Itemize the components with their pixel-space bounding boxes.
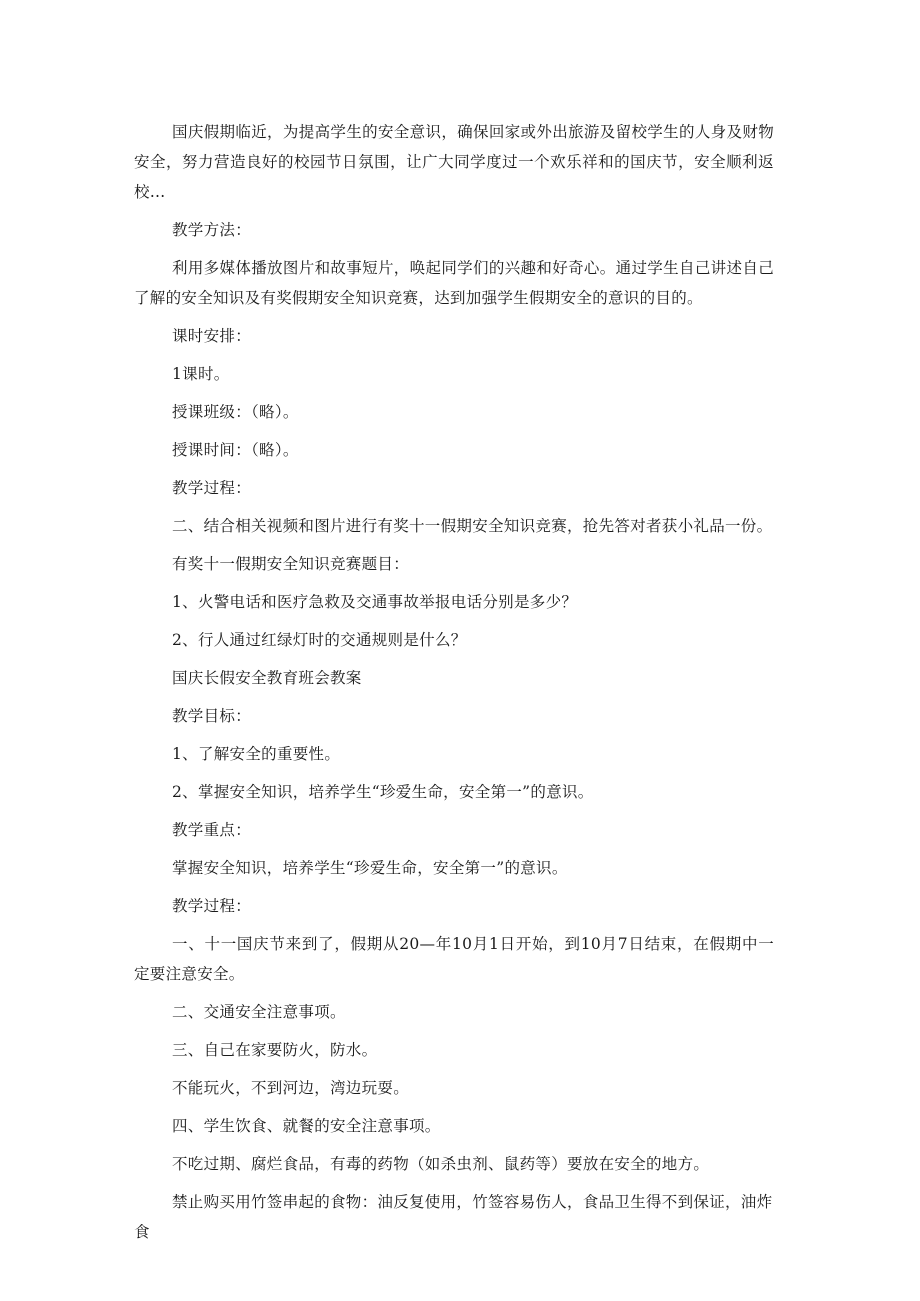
teaching-goal-1: 1、了解安全的重要性。 (172, 745, 341, 763)
teaching-goal-heading: 教学目标： (172, 707, 252, 725)
section-title: 国庆长假安全教育班会教案 (172, 669, 362, 687)
food-safety-item: 四、学生饮食、就餐的安全注意事项。 (172, 1117, 441, 1135)
schedule-heading: 课时安排： (172, 327, 252, 345)
quiz-question-1: 1、火警电话和医疗急救及交通事故举报电话分别是多少？ (172, 593, 578, 611)
skewer-food-warning: 禁止购买用竹签串起的食物：油反复使用，竹签容易伤人，食品卫生得不到保证，油炸食 (134, 1193, 773, 1241)
key-point-text: 掌握安全知识，培养学生“珍爱生命，安全第一”的意识。 (172, 859, 568, 877)
home-safety-detail: 不能玩火，不到河边，湾边玩耍。 (172, 1079, 410, 1097)
traffic-safety-item: 二、交通安全注意事项。 (172, 1003, 346, 1021)
process-step-two: 二、结合相关视频和图片进行有奖十一假期安全知识竞赛，抢先答对者获小礼品一份。 (172, 517, 773, 535)
home-safety-item: 三、自己在家要防火，防水。 (172, 1041, 378, 1059)
class-line: 授课班级：（略）。 (172, 403, 299, 421)
document-body (134, 117, 774, 1255)
process-heading-2: 教学过程： (172, 897, 252, 915)
quiz-question-2: 2、行人通过红绿灯时的交通规则是什么？ (172, 631, 467, 649)
teaching-goal-2: 2、掌握安全知识，培养学生“珍爱生命，安全第一”的意识。 (172, 783, 594, 801)
schedule-value: 1课时。 (172, 365, 230, 383)
teaching-method-heading: 教学方法： (172, 221, 252, 239)
key-point-heading: 教学重点： (172, 821, 252, 839)
process-heading: 教学过程： (172, 479, 252, 497)
intro-paragraph: 国庆假期临近，为提高学生的安全意识，确保回家或外出旅游及留校学生的人身及财物安全，努力营造良好的校园节日氛围，让广大同学度过一个欢乐祥和的国庆节，安全顺利返校… (134, 123, 774, 201)
time-line: 授课时间：（略）。 (172, 441, 299, 459)
quiz-heading: 有奖十一假期安全知识竞赛题目： (172, 555, 410, 573)
food-safety-detail: 不吃过期、腐烂食品，有毒的药物（如杀虫剂、鼠药等）要放在安全的地方。 (172, 1155, 710, 1173)
process-step-one: 一、十一国庆节来到了，假期从20—年10月1日开始，到10月7日结束，在假期中一定要注意安全。 (134, 935, 774, 983)
teaching-method-paragraph: 利用多媒体播放图片和故事短片，唤起同学们的兴趣和好奇心。通过学生自己讲述自己了解的安全知识及有奖假期安全知识竞赛，达到加强学生假期安全的意识的目的。 (134, 259, 774, 307)
